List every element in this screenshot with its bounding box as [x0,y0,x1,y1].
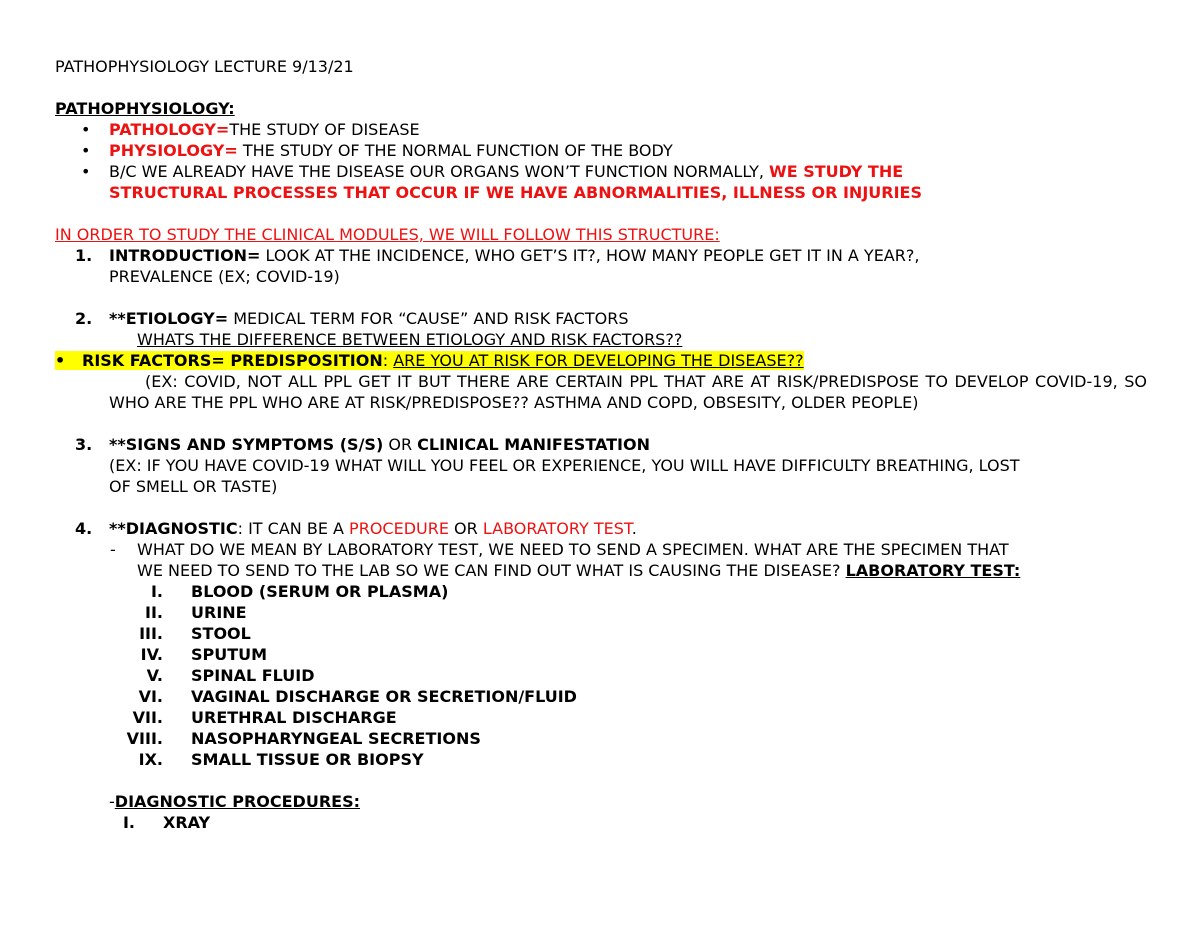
signs-text-2: OF SMELL OR TASTE) [109,477,278,496]
bullet-pathology [55,119,1147,140]
bullet-icon: • [81,120,91,139]
bc-red-2: STRUCTURAL PROCESSES THAT OCCUR IF WE HAVE ABNORMALITIES, ILLNESS OR INJURIES [109,183,922,202]
lab-test-text: BLOOD (SERUM OR PLASMA) [191,582,449,601]
risk-question: ARE YOU AT RISK FOR DEVELOPING THE DISEASE?? [393,351,804,370]
lab-test-numeral: III. [139,624,163,643]
lab-test-text: URINE [191,603,247,622]
lab-test-item [55,686,1147,707]
diagnostic-period: . [631,519,637,538]
intro-text-1: LOOK AT THE INCIDENCE, WHO GET’S IT?, HOW MANY PEOPLE GET IT IN A YEAR?, [260,246,920,265]
lab-test-numeral: IX. [138,750,163,769]
procedures-heading: DIAGNOSTIC PROCEDURES: [114,792,360,811]
lab-test-item [55,644,1147,665]
signs-text-1: (EX: IF YOU HAVE COVID-19 WHAT WILL YOU FEEL OR EXPERIENCE, YOU WILL HAVE DIFFICULTY BREATHING, LOST [109,456,1020,475]
signs-label: **SIGNS AND SYMPTOMS (S/S) [109,435,384,454]
term-pathology: PATHOLOGY= [109,120,230,139]
lab-test-text: URETHRAL DISCHARGE [191,708,397,727]
diagnostic-label: **DIAGNOSTIC [109,519,238,538]
def-physiology: THE STUDY OF THE NORMAL FUNCTION OF THE BODY [237,141,673,160]
etiology-label: **ETIOLOGY= [109,309,229,328]
lab-test-text: SPINAL FLUID [191,666,315,685]
etiology-question-line [55,329,1147,350]
diagnostic-desc-1: WHAT DO WE MEAN BY LABORATORY TEST, WE NEED TO SEND A SPECIMEN. WHAT ARE THE SPECIMEN THAT [137,540,1009,559]
lab-test-numeral: II. [145,603,163,622]
procedure-text: XRAY [163,813,211,832]
risk-colon: : [382,351,394,370]
lab-test-item [55,581,1147,602]
item-number: 2. [75,309,93,328]
bullet-physiology [55,140,1147,161]
intro-label: INTRODUCTION= [109,246,261,265]
lab-test-numeral: VI. [138,687,163,706]
diagnostic-lab: LABORATORY TEST [482,519,632,538]
procedures-heading-line [55,791,1147,812]
item-etiology [55,308,1147,329]
signs-label-2: CLINICAL MANIFESTATION [417,435,650,454]
lab-test-item [55,665,1147,686]
diagnostic-desc-2-line [55,560,1147,581]
lab-test-text: SPUTUM [191,645,268,664]
diagnostic-text: : IT CAN BE A [237,519,350,538]
procedures-list [55,812,1147,833]
dash-marker: - [110,540,116,559]
diagnostic-or: OR [448,519,483,538]
risk-factors-line [55,350,1147,371]
item-number: 1. [75,246,93,265]
section-heading-pathophysiology: PATHOPHYSIOLOGY: [55,99,235,118]
document-title: PATHOPHYSIOLOGY LECTURE 9/13/21 [55,57,354,76]
lab-test-text: STOOL [191,624,251,643]
lab-test-list [55,581,1147,770]
lab-test-item [55,602,1147,623]
lab-test-item [55,623,1147,644]
procedure-item [55,812,1147,833]
dash-marker: - [109,792,115,811]
def-pathology: THE STUDY OF DISEASE [229,120,420,139]
lab-test-text: NASOPHARYNGEAL SECRETIONS [191,729,481,748]
risk-highlight [55,351,804,370]
lab-test-heading: LABORATORY TEST: [845,561,1021,580]
procedure-numeral: I. [122,813,135,832]
lab-test-numeral: VII. [132,708,163,727]
item-introduction [55,245,1147,266]
bc-red-1: WE STUDY THE [769,162,904,181]
risk-label: RISK FACTORS= PREDISPOSITION [82,351,383,370]
signs-or: OR [383,435,418,454]
diagnostic-desc-2: WE NEED TO SEND TO THE LAB SO WE CAN FIND OUT WHAT IS CAUSING THE DISEASE? [137,561,846,580]
lab-test-item [55,749,1147,770]
intro-text-2: PREVALENCE (EX; COVID-19) [109,267,340,286]
lab-test-numeral: I. [150,582,163,601]
risk-example: (EX: COVID, NOT ALL PPL GET IT BUT THERE ARE CERTAIN PPL THAT ARE AT RISK/PREDISPOSE TO DEVELOP COVID-19, SO WHO ARE THE PPL WHO ARE AT RISK/PREDISPOSE?? ASTHMA AND COPD, OBSESITY, OLDER PEOPLE) [109,372,1147,412]
lab-test-numeral: VIII. [126,729,163,748]
etiology-text: MEDICAL TERM FOR “CAUSE” AND RISK FACTORS [228,309,629,328]
diagnostic-desc-1-line [55,539,1147,560]
item-signs-symptoms [55,434,1147,455]
term-physiology: PHYSIOLOGY= [109,141,238,160]
bullet-icon: • [55,351,66,370]
structure-heading: IN ORDER TO STUDY THE CLINICAL MODULES, WE WILL FOLLOW THIS STRUCTURE: [55,225,720,244]
item-number: 3. [75,435,93,454]
lab-test-text: VAGINAL DISCHARGE OR SECRETION/FLUID [191,687,577,706]
bullet-icon: • [81,141,91,160]
bc-text: B/C WE ALREADY HAVE THE DISEASE OUR ORGANS WON’T FUNCTION NORMALLY, [109,162,770,181]
lab-test-numeral: IV. [140,645,163,664]
lab-test-item [55,728,1147,749]
bullet-bc [55,161,1147,182]
item-diagnostic [55,518,1147,539]
lab-test-item [55,707,1147,728]
document-page [55,56,1147,833]
etiology-question: WHATS THE DIFFERENCE BETWEEN ETIOLOGY AND RISK FACTORS?? [137,330,683,349]
item-number: 4. [75,519,93,538]
diagnostic-procedure: PROCEDURE [349,519,449,538]
lab-test-numeral: V. [146,666,163,685]
lab-test-text: SMALL TISSUE OR BIOPSY [191,750,424,769]
bullet-icon: • [81,162,91,181]
